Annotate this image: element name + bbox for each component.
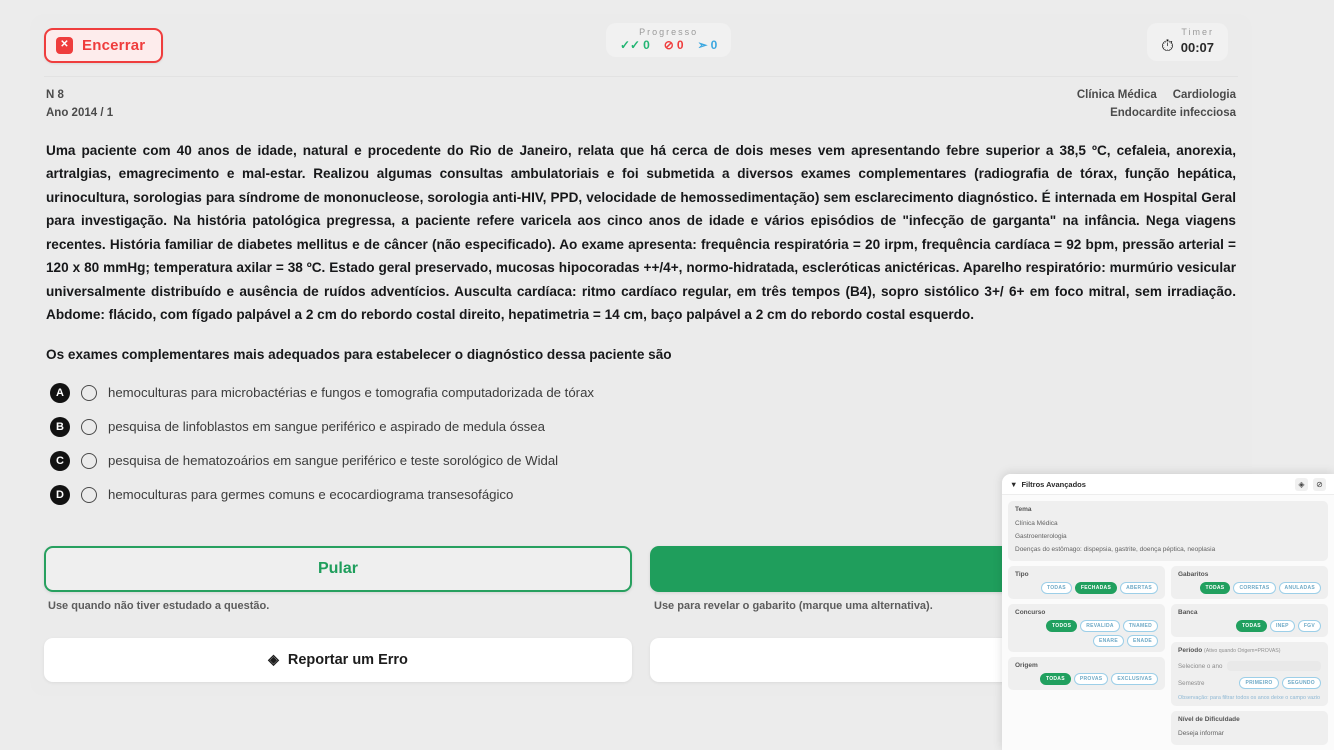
answer-hint: Use para revelar o gabarito (marque uma alternativa). — [654, 599, 933, 612]
double-check-icon: ✓✓ — [620, 38, 641, 52]
skip-circle-icon: ➣ — [697, 38, 708, 52]
progress-caption: Progresso — [639, 27, 699, 37]
periodo-semester-row — [1178, 674, 1321, 692]
alternative-text: hemoculturas para microbactérias e fungos e tomografia computadorizada de tórax — [108, 385, 594, 401]
dificuldade-row[interactable]: Deseja informar — [1178, 730, 1224, 737]
alternative-radio[interactable] — [81, 419, 97, 435]
alternative-letter: B — [50, 417, 70, 437]
periodo-year-input[interactable] — [1227, 661, 1321, 671]
chip-semestre-segundo[interactable]: SEGUNDO — [1282, 677, 1321, 689]
filter-label-gabaritos: Gabaritos — [1178, 571, 1209, 578]
chip-gabaritos-todas[interactable]: TODAS — [1200, 582, 1231, 594]
periodo-note: (Ativo quando Origem=PROVAS) — [1204, 648, 1281, 654]
chip-tipo-todas[interactable]: TODAS — [1041, 582, 1072, 594]
periodo-observation: Observação: para filtrar todos os anos deixe o campo vazio — [1178, 695, 1321, 701]
question-lead: Os exames complementares mais adequados para estabelecer o diagnóstico dessa paciente são — [46, 346, 672, 362]
progress-wrong — [664, 38, 684, 52]
tema-row-specialty[interactable]: Gastroenterologia — [1015, 533, 1067, 540]
tag-specialty: Cardiologia — [1172, 89, 1236, 101]
periodo-year-row — [1178, 658, 1321, 674]
alternative-b[interactable] — [50, 410, 1236, 444]
target-icon[interactable]: ◈ — [1295, 478, 1308, 491]
question-meta — [44, 77, 1238, 127]
periodo-year-label: Selecione o ano — [1178, 662, 1223, 670]
alternative-c[interactable] — [50, 444, 1236, 478]
periodo-semester-label: Semestre — [1178, 679, 1205, 687]
chip-tipo-abertas[interactable]: ABERTAS — [1120, 582, 1158, 594]
diamond-alert-icon: ◈ — [268, 651, 279, 668]
filter-label-origem: Origem — [1015, 662, 1038, 669]
alternative-radio[interactable] — [81, 385, 97, 401]
alternative-a[interactable] — [50, 376, 1236, 410]
progress-correct — [620, 38, 650, 52]
timer-indicator — [1147, 23, 1228, 61]
chip-concurso-enade[interactable]: ENADE — [1127, 635, 1158, 647]
periodo-label-text: Período — [1178, 647, 1203, 654]
alternative-letter: D — [50, 485, 70, 505]
question-statement: Uma paciente com 40 anos de idade, natural e procedente do Rio de Janeiro, relata que há cerca de dois meses vem apresentando febre superior a 38,5 ºC, cefaleia, anorexia, artralgias, emagrecimento e mal-estar. Realizou algumas consultas ambulatoriais e foi submetida a diversos exames complementares (radiografia de tórax, função hepática, urinocultura, sorologias para síndrome de mononucleose, sorologia anti-HIV, PPD, velocidade de hemossedimentação) sem esclarecimento diagnóstico. É internada em Hospital Geral para investigação. Na história patológica pregressa, a paciente refere varicela aos cinco anos de idade e vários episódios de "infecção de garganta" na infância. Nega viagens recentes. História familiar de diabetes mellitus e de câncer (não especificado). Ao exame apresenta: frequência respiratória = 20 irpm, frequência cardíaca = 92 bpm, pressão arterial = 120 x 80 mmHg; temperatura axilar = 38 ºC. Estado geral preservado, mucosas hipocoradas ++/4+, normo-hidratada, escleróticas anictéricas. Aparelho respiratório: murmúrio vesicular universalmente distribuído e ausência de ruídos adventícios. Ausculta cardíaca: ritmo cardíaco regular, em três tempos (B4), sopro sistólico 3+/ 6+ em foco mitral, sem irradiação. Abdome: flácido, com fígado palpável a 2 cm do rebordo costal direito, hepatimetria = 14 cm, baço palpável a 2 cm do rebordo costal esquerdo. — [46, 142, 1236, 323]
skip-hint: Use quando não tiver estudado a questão. — [48, 599, 270, 612]
filter-label-tema: Tema — [1015, 506, 1032, 513]
progress-correct-count: 0 — [643, 38, 650, 52]
tag-topic: Endocardite infecciosa — [1110, 106, 1236, 119]
chip-banca-todas[interactable]: TODAS — [1236, 620, 1267, 632]
filter-group-tipo — [1008, 566, 1165, 599]
filter-group-dificuldade — [1171, 711, 1328, 745]
progress-indicator — [606, 23, 731, 57]
chip-origem-provas[interactable]: PROVAS — [1074, 673, 1109, 685]
filter-group-gabaritos — [1171, 566, 1328, 599]
filter-label-dificuldade: Nível de Dificuldade — [1178, 716, 1240, 723]
alternative-text: pesquisa de hematozoários em sangue periférico e teste sorológico de Widal — [108, 453, 559, 469]
filter-group-tema — [1008, 501, 1328, 561]
end-session-button[interactable] — [44, 28, 163, 63]
filter-label-concurso: Concurso — [1015, 609, 1046, 616]
filter-group-periodo — [1171, 642, 1328, 706]
chip-semestre-primeiro[interactable]: PRIMEIRO — [1239, 677, 1278, 689]
end-session-label: Encerrar — [82, 36, 146, 54]
filters-title: Filtros Avançados — [1021, 479, 1086, 489]
report-error-button[interactable] — [44, 638, 632, 682]
tema-row-area[interactable]: Clínica Médica — [1015, 520, 1058, 527]
progress-skipped-count: 0 — [710, 38, 718, 52]
chip-origem-todas[interactable]: TODAS — [1040, 673, 1071, 685]
tag-area: Clínica Médica — [1076, 89, 1157, 101]
close-box-icon: ✕ — [56, 37, 73, 54]
chip-banca-fgv[interactable]: FGV — [1298, 620, 1321, 632]
chip-concurso-revalida[interactable]: REVALIDA — [1080, 620, 1120, 632]
skip-button[interactable]: Pular — [44, 546, 632, 592]
filter-label-periodo — [1178, 647, 1321, 654]
alternative-radio[interactable] — [81, 487, 97, 503]
chip-concurso-enare[interactable]: ENARE — [1093, 635, 1124, 647]
progress-skipped — [698, 38, 718, 52]
filter-label-tipo: Tipo — [1015, 571, 1029, 578]
alternative-radio[interactable] — [81, 453, 97, 469]
chip-concurso-tnamed[interactable]: TNAMED — [1123, 620, 1158, 632]
chip-tipo-fechadas[interactable]: FECHADAS — [1075, 582, 1117, 594]
chip-banca-inep[interactable]: INEP — [1270, 620, 1295, 632]
timer-caption: Timer — [1181, 27, 1214, 37]
funnel-icon: ▼ — [1010, 479, 1018, 489]
advanced-filters-panel — [1002, 474, 1334, 750]
filter-label-banca: Banca — [1178, 609, 1198, 616]
chip-gabaritos-corretas[interactable]: CORRETAS — [1233, 582, 1275, 594]
alternative-letter: A — [50, 383, 70, 403]
filter-group-banca — [1171, 604, 1328, 637]
stopwatch-icon: ⏱ — [1161, 38, 1174, 55]
skip-action-group — [44, 546, 632, 612]
filter-group-concurso — [1008, 604, 1165, 652]
tema-row-topic[interactable]: Doenças do estômago: dispepsia, gastrite, doença péptica, neoplasia — [1015, 546, 1216, 553]
slash-circle-icon[interactable]: ⊘ — [1313, 478, 1326, 491]
alert-circle-icon: ⊘ — [663, 38, 674, 52]
question-year: Ano 2014 / 1 — [46, 106, 114, 119]
alternative-text: pesquisa de linfoblastos em sangue periférico e aspirado de medula óssea — [108, 419, 545, 435]
progress-wrong-count: 0 — [676, 38, 684, 52]
chip-gabaritos-anuladas[interactable]: ANULADAS — [1279, 582, 1321, 594]
alternative-text: hemoculturas para germes comuns e ecocardiograma transesofágico — [108, 487, 514, 503]
top-bar — [44, 14, 1238, 76]
timer-value: 00:07 — [1180, 39, 1214, 55]
filters-header — [1002, 474, 1334, 495]
report-error-label: Reportar um Erro — [287, 651, 408, 668]
filters-body — [1002, 495, 1334, 750]
chip-concurso-todos[interactable]: TODOS — [1046, 620, 1077, 632]
report-action-group — [44, 638, 632, 682]
question-number: N 8 — [46, 89, 64, 101]
alternative-letter: C — [50, 451, 70, 471]
chip-origem-exclusivas[interactable]: EXCLUSIVAS — [1111, 673, 1158, 685]
filter-group-origem — [1008, 657, 1165, 690]
